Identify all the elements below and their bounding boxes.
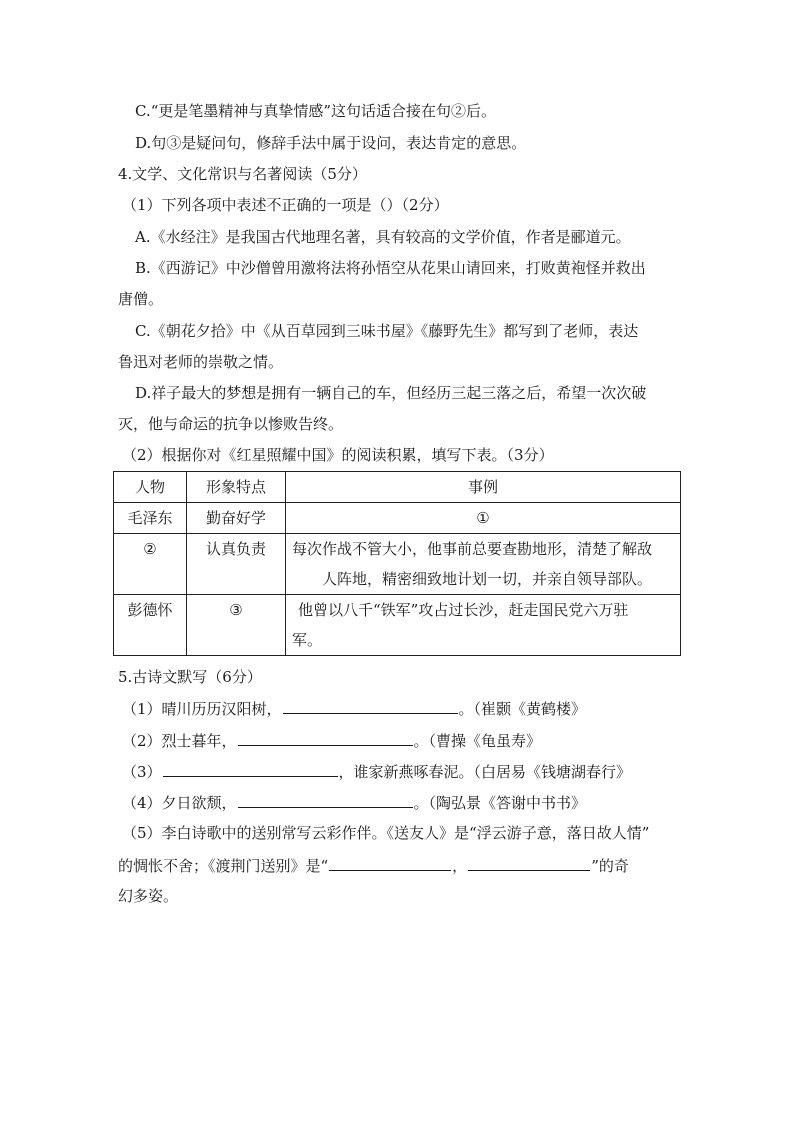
option-d: D.句③是疑问句，修辞手法中属于设问，表达肯定的意思。 xyxy=(135,134,527,152)
answer-blank[interactable] xyxy=(468,855,590,871)
example-line1: 他曾以八千“铁军”攻占过长沙，赶走国民党六万驻 xyxy=(298,601,629,619)
answer-blank[interactable] xyxy=(238,792,413,808)
recite-text: 的惆怅不舍；《渡荆门送别》是“ xyxy=(118,857,329,875)
example-line2: 人阵地，精密细致地计划一切，并亲自领导部队。 xyxy=(322,570,653,588)
section-heading-5: 5.古诗文默写（6分） xyxy=(118,668,262,686)
option-d-line2: 灭，他与命运的抗争以惨败告终。 xyxy=(118,415,344,433)
option-c-line2: 鲁迅对老师的崇敬之情。 xyxy=(118,353,284,371)
table-cell-person: 毛泽东 xyxy=(114,503,187,534)
option-b-line2: 唐僧。 xyxy=(118,290,164,308)
option-c: C.“更是笔墨精神与真挚情感”这句话适合接在句②后。 xyxy=(135,102,497,120)
answer-blank[interactable] xyxy=(238,730,413,746)
table-cell-example xyxy=(286,595,681,656)
recite-source: ，谁家新燕啄春泥。（白居易《钱塘湖春行》 xyxy=(338,763,632,781)
answer-blank[interactable] xyxy=(329,855,451,871)
recite-item-3 xyxy=(122,761,682,782)
section-heading-4: 4.文学、文化常识与名著阅读（5分） xyxy=(118,165,367,183)
recite-text: ， xyxy=(452,857,468,875)
example-line1: 每次作战不管大小，他事前总要查勘地形，清楚了解敌 xyxy=(292,540,653,558)
question-stem-2: （2）根据你对《红星照耀中国》的阅读积累，填写下表。（3分） xyxy=(122,446,554,464)
table-header-person: 人物 xyxy=(114,472,187,503)
option-c-line1: C.《朝花夕拾》中《从百草园到三味书屋》《藤野先生》都写到了老师，表达 xyxy=(135,322,639,340)
option-d-line1: D.祥子最大的梦想是拥有一辆自己的车，但经历三起三落之后，希望一次次破 xyxy=(135,384,647,402)
table-header-example: 事例 xyxy=(286,472,681,503)
table-cell-trait: 勤奋好学 xyxy=(187,503,286,534)
recite-item-5-line2 xyxy=(118,855,678,876)
recite-text: （3） xyxy=(122,763,162,781)
recite-item-1 xyxy=(122,698,682,719)
table-header-row xyxy=(114,472,681,503)
recite-text: （4）夕日欲颓， xyxy=(122,794,237,812)
recite-item-5-line1: （5）李白诗歌中的送别常写云彩作伴。《送友人》是“浮云游子意，落日故人情” xyxy=(122,824,650,842)
example-line2: 军。 xyxy=(292,631,323,649)
table-cell-person: 彭德怀 xyxy=(114,595,187,656)
table-cell-example xyxy=(286,534,681,595)
question-stem-1: （1）下列各项中表述不正确的一项是（）（2分） xyxy=(122,196,449,214)
recite-item-2 xyxy=(122,730,682,751)
recite-text: ”的奇 xyxy=(591,857,629,875)
recite-text: （2）烈士暮年， xyxy=(122,732,237,750)
table-cell-example: ① xyxy=(286,503,681,534)
info-table xyxy=(113,471,681,656)
table-cell-trait: ③ xyxy=(187,595,286,656)
answer-blank[interactable] xyxy=(283,698,458,714)
recite-text: （1）晴川历历汉阳树， xyxy=(122,700,282,718)
option-a: A.《水经注》是我国古代地理名著，具有较高的文学价值，作者是郦道元。 xyxy=(135,228,631,246)
recite-item-5-line3: 幻多姿。 xyxy=(118,887,179,905)
option-b-line1: B.《西游记》中沙僧曾用激将法将孙悟空从花果山请回来，打败黄袍怪并救出 xyxy=(135,259,646,277)
table-header-trait: 形象特点 xyxy=(187,472,286,503)
recite-source: 。（崔颢《黄鹤楼》 xyxy=(458,700,587,718)
table-row xyxy=(114,503,681,534)
table-row xyxy=(114,595,681,656)
table-row xyxy=(114,534,681,595)
table-cell-trait: 认真负责 xyxy=(187,534,286,595)
recite-item-4 xyxy=(122,792,682,813)
table-cell-person: ② xyxy=(114,534,187,595)
answer-blank[interactable] xyxy=(163,761,338,777)
recite-source: 。（曹操《龟虽寿》 xyxy=(413,732,542,750)
recite-source: 。（陶弘景《答谢中书书》 xyxy=(413,794,587,812)
